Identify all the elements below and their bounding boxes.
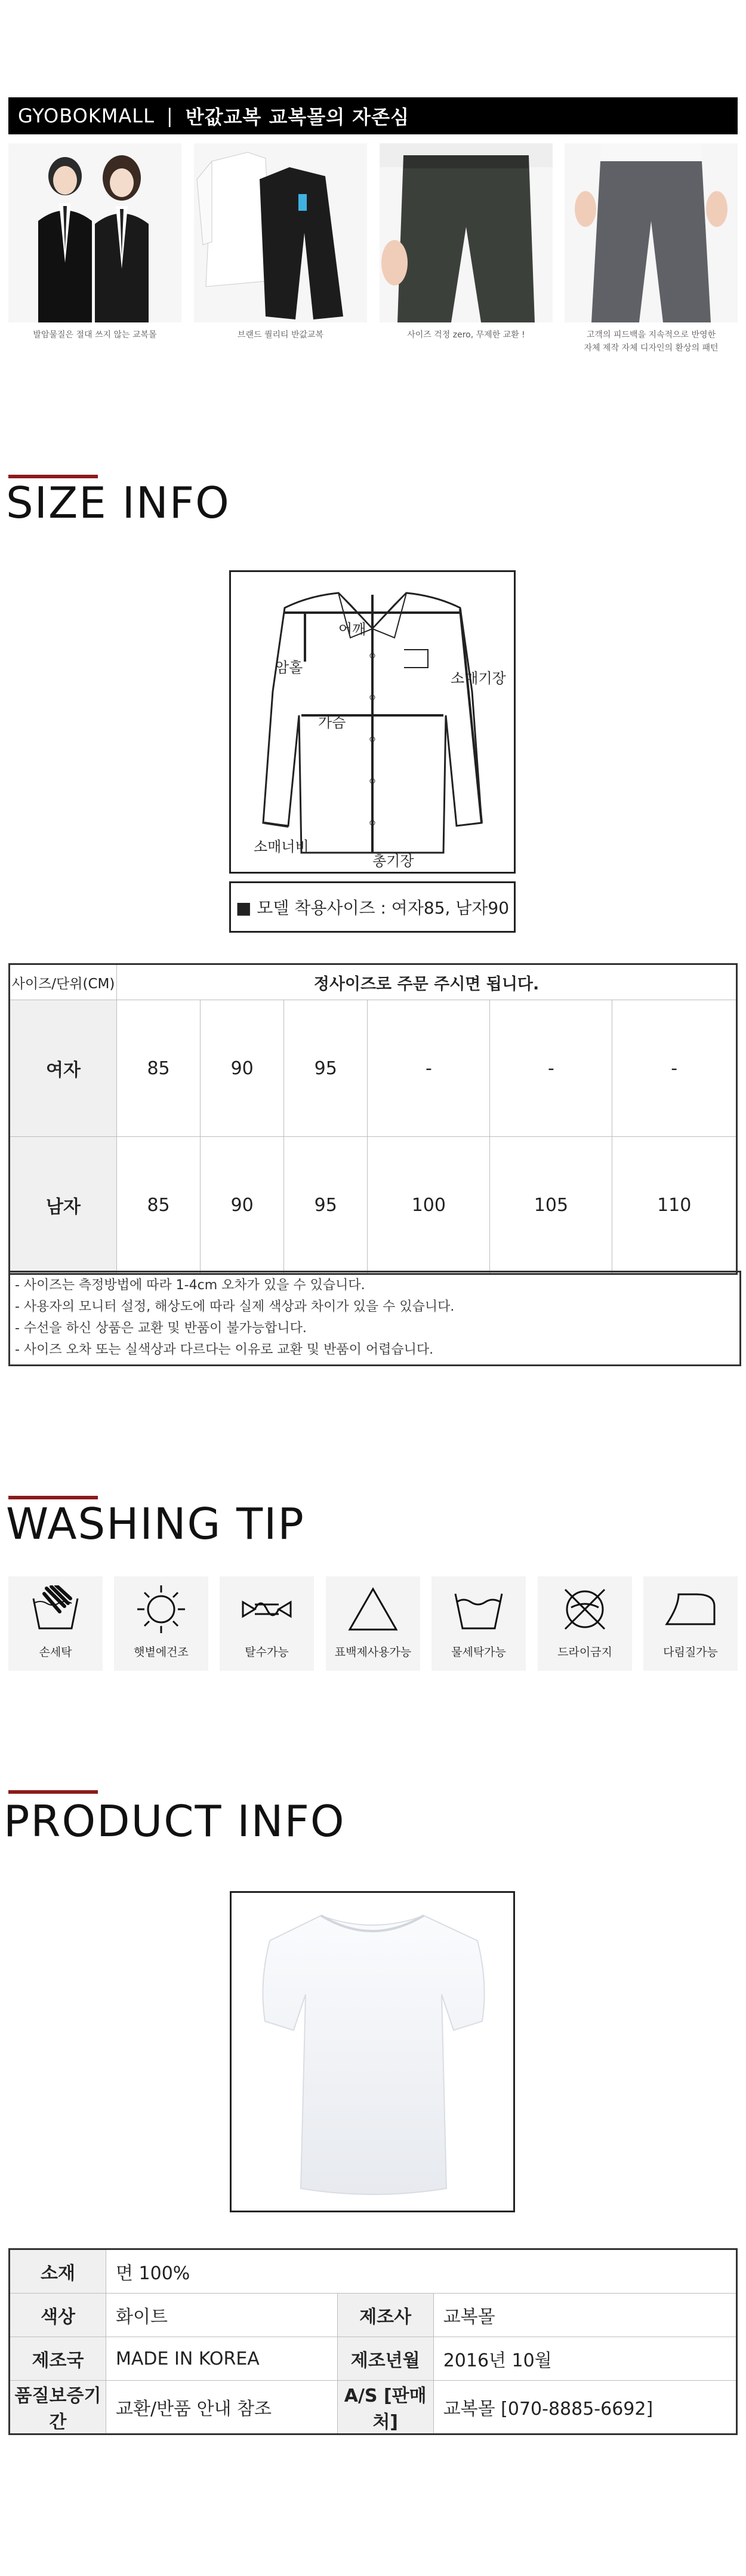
table-row	[10, 2249, 737, 2294]
section-accent-bar	[8, 1790, 98, 1794]
table-cell: 95	[284, 1000, 368, 1137]
feature-pants-gray	[565, 143, 738, 353]
wash-label: 다림질가능	[663, 1646, 718, 1659]
note-line: - 사이즈는 측정방법에 따라 1-4cm 오차가 있을 수 있습니다.	[15, 1278, 365, 1293]
tshirt-image	[232, 1893, 513, 2211]
table-cell: 95	[284, 1137, 368, 1274]
shirt-diagram	[229, 570, 516, 874]
iron-icon	[643, 1576, 738, 1642]
material-value: 면 100%	[106, 2249, 737, 2294]
label-shoulder: 어깨	[338, 621, 366, 638]
country-value: MADE IN KOREA	[106, 2337, 338, 2381]
date-value: 2016년 10월	[433, 2337, 736, 2381]
wash-item	[326, 1576, 420, 1671]
wash-item	[114, 1576, 208, 1671]
wash-label: 햇볕에건조	[134, 1646, 189, 1659]
machine-wash-icon	[431, 1576, 526, 1642]
warranty-label: 품질보증기간	[10, 2381, 106, 2434]
banner-separator: |	[166, 104, 174, 127]
dark-pants-photo	[380, 143, 553, 322]
table-cell: -	[368, 1000, 490, 1137]
table-cell: 110	[612, 1137, 737, 1274]
feature-caption-line: 고객의 피드백을 지속적으로 반영한	[586, 330, 716, 340]
note-line: - 사용자의 모니터 설정, 해상도에 따라 실제 색상과 차이가 있을 수 있습니다.	[15, 1299, 455, 1314]
table-cell: 105	[490, 1137, 612, 1274]
maker-label: 제조사	[337, 2294, 433, 2337]
size-info-title: SIZE INFO	[6, 478, 230, 528]
wash-label: 손세탁	[39, 1646, 72, 1659]
feature-caption: 브랜드 퀄리티 반값교복	[237, 330, 324, 340]
brand-name: GYOBOKMALL	[18, 104, 155, 127]
feature-caption: 사이즈 걱정 zero, 무제한 교환 !	[407, 330, 525, 340]
model-size-text: ■ 모델 착용사이즈 : 여자85, 남자90	[235, 898, 510, 918]
wash-label: 물세탁가능	[451, 1646, 506, 1659]
maker-value: 교복몰	[433, 2294, 736, 2337]
as-value: 교복몰 [070-8885-6692]	[433, 2381, 736, 2434]
product-image-box	[230, 1891, 515, 2212]
wash-item	[431, 1576, 526, 1671]
product-info-title: PRODUCT INFO	[4, 1796, 346, 1846]
model-size-note	[229, 881, 516, 933]
country-label: 제조국	[10, 2337, 106, 2381]
table-cell: 100	[368, 1137, 490, 1274]
size-notes	[8, 1271, 741, 1366]
gray-pants-photo	[565, 143, 738, 322]
size-note-header: 정사이즈로 주문 주시면 됩니다.	[117, 964, 737, 1000]
table-cell: 85	[117, 1137, 201, 1274]
no-dry-clean-icon	[538, 1576, 632, 1642]
table-row	[10, 1137, 737, 1274]
note-line: - 사이즈 오차 또는 실색상과 다르다는 이유로 교환 및 반품이 어렵습니다.	[15, 1342, 434, 1357]
warranty-value: 교환/반품 안내 참조	[106, 2381, 338, 2434]
students-photo	[8, 143, 181, 322]
color-value: 화이트	[106, 2294, 338, 2337]
date-label: 제조년월	[337, 2337, 433, 2381]
feature-uniform	[194, 143, 367, 340]
table-row	[10, 2294, 737, 2337]
as-label: A/S [판매처]	[337, 2381, 433, 2434]
size-unit-header: 사이즈/단위(CM)	[10, 964, 117, 1000]
color-label: 색상	[10, 2294, 106, 2337]
label-armhole: 암홀	[275, 659, 303, 676]
table-cell: 90	[201, 1000, 284, 1137]
row-label-female: 여자	[10, 1000, 117, 1137]
table-cell: 90	[201, 1137, 284, 1274]
wash-label: 탈수가능	[245, 1646, 289, 1659]
bleach-icon	[326, 1576, 420, 1642]
wash-item	[643, 1576, 738, 1671]
material-label: 소재	[10, 2249, 106, 2294]
label-chest: 가슴	[318, 714, 346, 731]
feature-caption: 발암물질은 절대 쓰지 않는 교복몰	[33, 330, 157, 340]
table-cell: 85	[117, 1000, 201, 1137]
wash-item	[538, 1576, 632, 1671]
sun-dry-icon	[114, 1576, 208, 1642]
wash-label: 표백제사용가능	[334, 1646, 412, 1659]
size-table	[8, 963, 738, 1275]
feature-caption-multi	[565, 328, 738, 355]
table-row	[10, 2337, 737, 2381]
feature-pants-dark	[380, 143, 553, 340]
washing-tip-title: WASHING TIP	[6, 1499, 305, 1549]
wring-icon	[220, 1576, 314, 1642]
wash-item	[220, 1576, 314, 1671]
label-cuff: 소매너비	[254, 838, 309, 855]
feature-caption-line: 자체 제작 자체 디자인의 환상의 패턴	[584, 343, 719, 353]
label-total-length: 총기장	[372, 853, 414, 869]
hand-wash-icon	[8, 1576, 103, 1642]
table-row	[10, 1000, 737, 1137]
row-label-male: 남자	[10, 1137, 117, 1274]
size-table-header	[10, 964, 737, 1000]
brand-tagline: 반값교복 교복몰의 자존심	[185, 106, 410, 128]
product-info-table	[8, 2248, 738, 2435]
uniform-photo	[194, 143, 367, 322]
table-row	[10, 2381, 737, 2434]
wash-label: 드라이금지	[557, 1646, 612, 1659]
label-sleeve-length: 소매기장	[451, 670, 506, 687]
table-cell: -	[612, 1000, 737, 1137]
wash-item	[8, 1576, 103, 1671]
brand-banner	[8, 97, 738, 134]
feature-students	[8, 143, 181, 340]
note-line: - 수선을 하신 상품은 교환 및 반품이 불가능합니다.	[15, 1321, 307, 1336]
table-cell: -	[490, 1000, 612, 1137]
